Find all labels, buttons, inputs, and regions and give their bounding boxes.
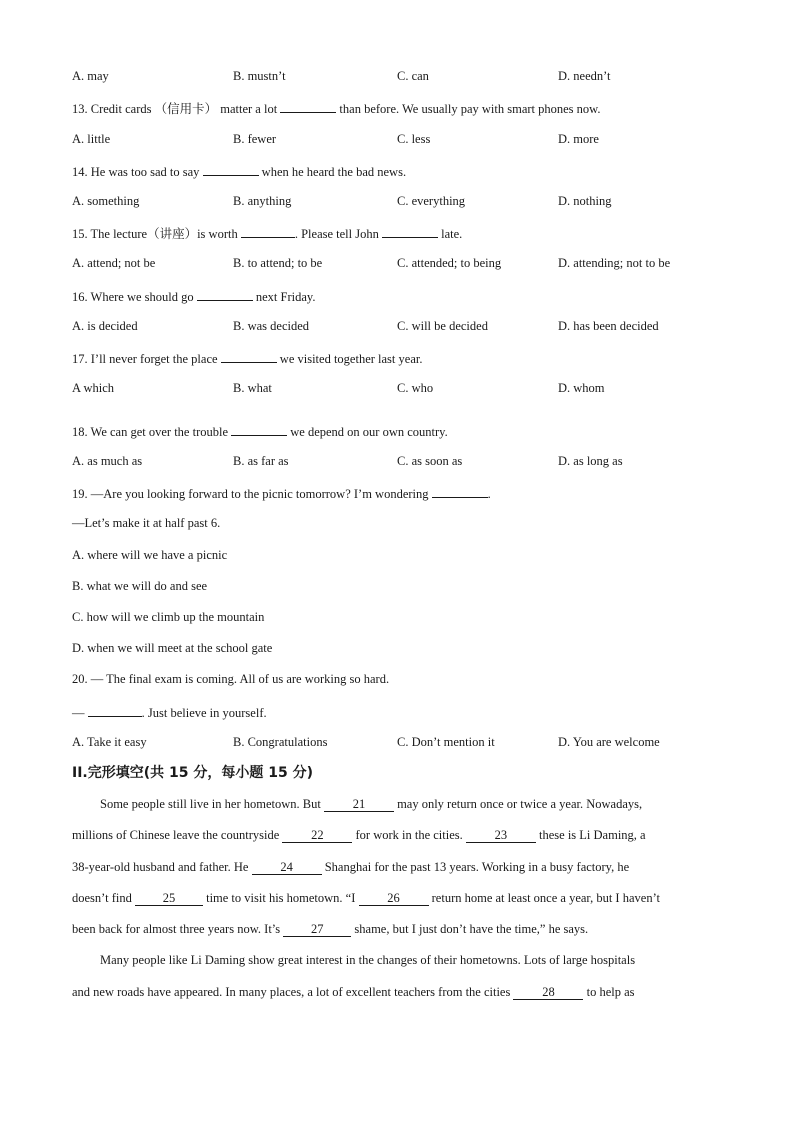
- q12-option-a: A. may: [72, 69, 109, 83]
- section-title: II.完形填空(共 15 分，每小题 15 分): [72, 765, 313, 781]
- q15-option-b: B. to attend; to be: [233, 256, 323, 270]
- q14-option-c: C. everything: [397, 194, 466, 208]
- passage-line: doesn’t find 25 time to visit his hometown. “I 26 return home at least once a year, but I haven’t: [72, 891, 660, 905]
- q20-option-d: D. You are welcome: [558, 735, 660, 749]
- answer-blank: [382, 224, 438, 238]
- q19-reply: —Let’s make it at half past 6.: [72, 516, 221, 530]
- q15-option-c: C. attended; to being: [397, 256, 502, 270]
- q16-question: 16. Where we should go next Friday.: [72, 287, 315, 305]
- q16-options: [0, 318, 794, 334]
- q15-option-a: A. attend; not be: [72, 256, 156, 270]
- q18-option-d: D. as long as: [558, 454, 623, 468]
- q13-option-b: B. fewer: [233, 132, 277, 146]
- q20-options: [0, 734, 794, 750]
- passage-blank-28: 28: [513, 986, 583, 1000]
- answer-blank: [432, 484, 488, 498]
- answer-blank: [280, 99, 336, 113]
- q19-option-d: D. when we will meet at the school gate: [72, 641, 273, 655]
- q19-option-c: C. how will we climb up the mountain: [72, 610, 265, 624]
- q20-reply: — . Just believe in yourself.: [72, 703, 267, 721]
- q16-option-b: B. was decided: [233, 319, 310, 333]
- q12-options: [0, 68, 794, 84]
- q14-options: [0, 193, 794, 209]
- passage-line: Some people still live in her hometown. But 21 may only return once or twice a year. Nowadays,: [100, 797, 643, 811]
- answer-blank: [221, 349, 277, 363]
- q14-question: 14. He was too sad to say when he heard the bad news.: [72, 162, 406, 180]
- answer-blank: [203, 162, 259, 176]
- q20-option-b: B. Congratulations: [233, 735, 328, 749]
- q12-option-c: C. can: [397, 69, 429, 83]
- q16-option-d: D. has been decided: [558, 319, 659, 333]
- passage-blank-21: 21: [324, 798, 394, 812]
- q16-option-c: C. will be decided: [397, 319, 488, 333]
- q20-option-c: C. Don’t mention it: [397, 735, 495, 749]
- q17-option-c: C. who: [397, 381, 434, 395]
- q14-option-b: B. anything: [233, 194, 292, 208]
- answer-blank: [88, 703, 142, 717]
- q12-option-b: B. mustn’t: [233, 69, 286, 83]
- q14-option-a: A. something: [72, 194, 140, 208]
- q20-question: 20. — The final exam is coming. All of us are working so hard.: [72, 672, 390, 686]
- q13-options: [0, 131, 794, 147]
- passage-line: Many people like Li Daming show great interest in the changes of their hometowns. Lots of large hospitals: [100, 953, 636, 967]
- q15-question: 15. The lecture（讲座）is worth . Please tell John late.: [72, 224, 462, 242]
- passage-blank-27: 27: [283, 923, 351, 937]
- passage-line: and new roads have appeared. In many places, a lot of excellent teachers from the cities 28 to help as: [72, 985, 635, 999]
- answer-blank: [231, 422, 287, 436]
- q19-option-a: A. where will we have a picnic: [72, 548, 228, 562]
- passage-line: been back for almost three years now. It’s 27 shame, but I just don’t have the time,” he says.: [72, 922, 589, 936]
- q19-option-b: B. what we will do and see: [72, 579, 208, 593]
- q13-option-a: A. little: [72, 132, 111, 146]
- q15-options: [0, 255, 794, 271]
- q17-option-d: D. whom: [558, 381, 605, 395]
- q13-option-d: D. more: [558, 132, 599, 146]
- answer-blank: [197, 287, 253, 301]
- passage-line: millions of Chinese leave the countryside 22 for work in the cities. 23 these is Li Daming, a: [72, 828, 646, 842]
- q18-question: 18. We can get over the trouble we depend on our own country.: [72, 422, 448, 440]
- passage-line: 38-year-old husband and father. He 24 Shanghai for the past 13 years. Working in a busy factory, he: [72, 860, 630, 874]
- q17-option-a: A which: [72, 381, 115, 395]
- answer-blank: [241, 224, 295, 238]
- q18-option-b: B. as far as: [233, 454, 289, 468]
- passage-blank-25: 25: [135, 892, 203, 906]
- q19-question: 19. —Are you looking forward to the picnic tomorrow? I’m wondering .: [72, 484, 491, 502]
- q17-option-b: B. what: [233, 381, 272, 395]
- passage-blank-26: 26: [359, 892, 429, 906]
- q18-option-a: A. as much as: [72, 454, 143, 468]
- q13-question: 13. Credit cards （信用卡） matter a lot than before. We usually pay with smart phones now.: [72, 99, 601, 117]
- q17-question: 17. I’ll never forget the place we visited together last year.: [72, 349, 422, 367]
- q14-option-d: D. nothing: [558, 194, 612, 208]
- q12-option-d: D. needn’t: [558, 69, 611, 83]
- q20-option-a: A. Take it easy: [72, 735, 147, 749]
- q16-option-a: A. is decided: [72, 319, 138, 333]
- passage-blank-23: 23: [466, 829, 536, 843]
- q13-option-c: C. less: [397, 132, 431, 146]
- q17-options: [0, 380, 794, 396]
- q18-option-c: C. as soon as: [397, 454, 463, 468]
- q15-option-d: D. attending; not to be: [558, 256, 671, 270]
- passage-blank-24: 24: [252, 861, 322, 875]
- q18-options: [0, 453, 794, 469]
- passage-blank-22: 22: [282, 829, 352, 843]
